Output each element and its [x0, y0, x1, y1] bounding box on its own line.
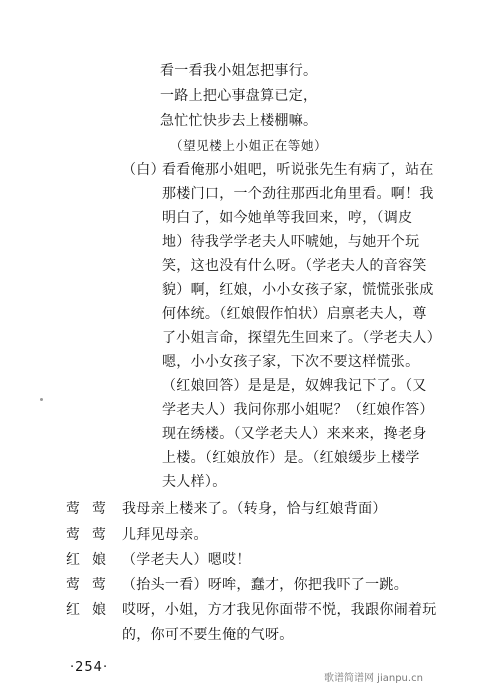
page-number: ·254· — [70, 660, 109, 675]
monologue-line: 了小姐言命，探望先生回来了。（学老夫人） — [162, 330, 441, 346]
monologue-line: 地）待我学学老夫人吓唬她，与她开个玩 — [162, 234, 420, 250]
monologue-line: 看看俺那小姐吧，听说张先生有病了，站在 — [162, 162, 434, 178]
monologue-line: 明白了，如今她单等我回来，哼，（调皮 — [162, 210, 413, 226]
speech-line: 儿拜见母亲。 — [122, 527, 208, 543]
stage-direction: （望见楼上小姐正在等她） — [170, 138, 328, 153]
monologue-line: 笑，这也没有什么呀。（学老夫人的音容笑 — [162, 258, 427, 274]
speech-line: 的，你可不要生俺的气呀。 — [122, 627, 294, 643]
speech-line: （学老夫人）嗯哎！ — [122, 552, 251, 568]
speech-line: （抬头一看）呀哞，蠢才，你把我吓了一跳。 — [122, 577, 408, 593]
monologue-line: 何体统。（红娘假作怕状）启禀老夫人，尊 — [162, 306, 427, 322]
verse-line: 急忙忙快步去上楼棚嘛。 — [160, 113, 318, 129]
speaker-name: 莺莺 — [66, 501, 118, 517]
dialogue-tag: （白） — [122, 162, 165, 178]
verse-line: 看一看我小姐怎把事行。 — [160, 63, 318, 79]
speaker-name: 红娘 — [66, 602, 118, 618]
monologue-line: 嗯，小小女孩子家，下次不要这样慌张。 — [162, 354, 420, 370]
monologue-line: 貌）啊，红娘，小小女孩子家，慌慌张张成 — [162, 282, 434, 298]
speech-line: 哎呀，小姐，方才我见你面带不悦，我跟你闹着玩 — [122, 602, 437, 618]
watermark: 歌谱简谱网 jianpu.cn — [324, 673, 423, 684]
speech-line: 我母亲上楼来了。（转身，恰与红娘背面） — [122, 501, 387, 517]
speaker-name: 莺莺 — [66, 527, 118, 543]
verse-line: 一路上把心事盘算已定， — [160, 88, 318, 104]
monologue-line: 夫人样）。 — [162, 474, 227, 490]
speaker-name: 莺莺 — [66, 577, 118, 593]
monologue-line: 上楼。（红娘放作）是。（红娘缓步上楼学 — [162, 450, 420, 466]
monologue-line: 现在绣楼。（又学老夫人）来来来，搀老身 — [162, 426, 427, 442]
print-speck — [40, 398, 43, 401]
monologue-line: （红娘回答）是是是，奴婢我记下了。（又 — [162, 378, 427, 394]
speaker-name: 红娘 — [66, 552, 118, 568]
monologue-line: 那楼门口，一个劲往那西北角里看。啊！我 — [162, 186, 434, 202]
monologue-line: 学老夫人）我问你那小姐呢？（红娘作答） — [162, 402, 434, 418]
